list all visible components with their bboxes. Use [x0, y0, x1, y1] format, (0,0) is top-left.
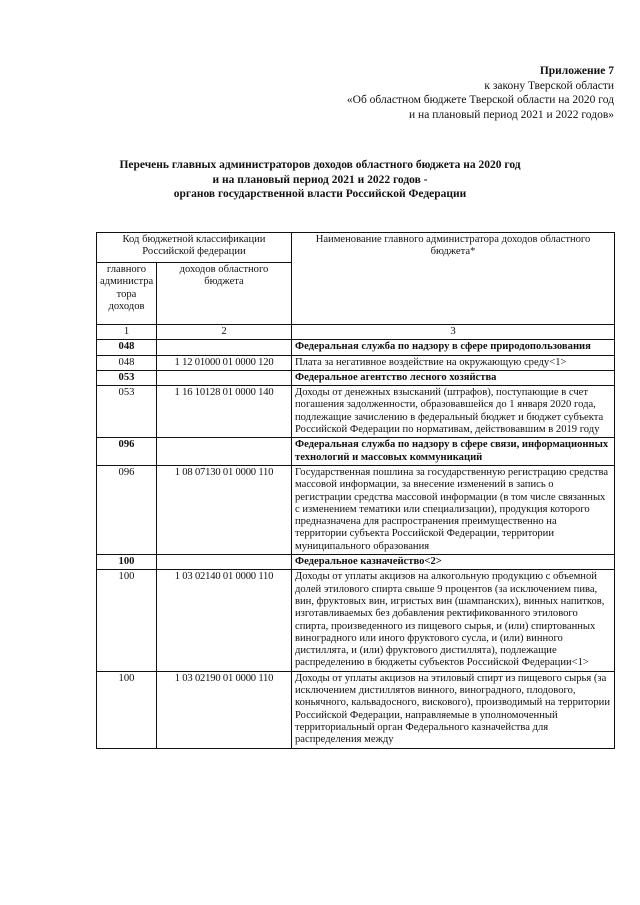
appendix-line: и на плановый период 2021 и 2022 годов»: [409, 108, 614, 121]
admin-code-cell: 100: [97, 555, 157, 570]
heading-line: Перечень главных администраторов доходов областного бюджета на 2020 год: [119, 159, 521, 171]
header-admin-code: главного администра тора доходов: [97, 263, 157, 325]
income-code-cell: [157, 438, 292, 466]
income-code-cell: 1 03 02190 01 0000 110: [157, 671, 292, 748]
table-row: [97, 355, 615, 370]
administrators-table: [96, 232, 615, 749]
admin-code-cell: 053: [97, 386, 157, 438]
table-header-row: [97, 233, 615, 263]
income-code-cell: 1 16 10128 01 0000 140: [157, 386, 292, 438]
income-name-cell: Доходы от уплаты акцизов на этиловый спирт из пищевого сырья (за исключением дистиллятов винного, виноградного, плодового, коньячного, кальвадосного, вискового), производимый на территории Российской Федерации, направляемые в уполномоченный территориальный орган Федерального казначейства для распределения между: [292, 671, 615, 748]
column-number: 2: [157, 325, 292, 340]
income-code-cell: [157, 340, 292, 355]
income-code-cell: [157, 555, 292, 570]
table-row: [97, 465, 615, 554]
table-row: [97, 438, 615, 466]
table-row: [97, 340, 615, 355]
income-code-cell: 1 12 01000 01 0000 120: [157, 355, 292, 370]
heading-line: органов государственной власти Российской Федерации: [173, 188, 467, 200]
admin-code-cell: 048: [97, 340, 157, 355]
income-name-cell: Государственная пошлина за государственную регистрацию средства массовой информации, за внесение изменений в запись о регистрации средства массовой информации (в том числе связанных с изменением тематики или специализации), продукция которого предназначена для распространения преимущественно на территории субъекта Российской Федерации, территории муниципального образования: [292, 465, 615, 554]
column-number: 3: [292, 325, 615, 340]
admin-code-cell: 096: [97, 465, 157, 554]
table-row: [97, 386, 615, 438]
admin-name-cell: Федеральное казначейство<2>: [292, 555, 615, 570]
income-code-cell: 1 03 02140 01 0000 110: [157, 570, 292, 671]
appendix-line: «Об областном бюджете Тверской области на 2020 год: [346, 94, 614, 106]
admin-name-cell: Федеральная служба по надзору в сфере природопользования: [292, 340, 615, 355]
table-row: [97, 570, 615, 671]
document-heading: [60, 158, 580, 202]
header-admin-name: Наименование главного администратора доходов областного бюджета*: [292, 233, 615, 325]
column-number: 1: [97, 325, 157, 340]
table-row: [97, 370, 615, 385]
admin-code-cell: 096: [97, 438, 157, 466]
header-kbk-group: Код бюджетной классификации Российской федерации: [97, 233, 292, 263]
admin-code-cell: 100: [97, 671, 157, 748]
admin-code-cell: 053: [97, 370, 157, 385]
income-code-cell: [157, 370, 292, 385]
income-name-cell: Доходы от уплаты акцизов на алкогольную продукцию с объемной долей этилового спирта свыше 9 процентов (за исключением пива, вин, фруктовых вин, игристых вин (шампанских), винных напитков, изготавливаемых без добавления ректификованного этилового спирта, произведенного из пищевого сырья, и (или) спиртованных виноградного или иного фруктового сусла, и (или) винного дистиллята, и (или) фруктового дистиллята), подлежащие распределению в бюджеты субъектов Российской Федерации<1>: [292, 570, 615, 671]
admin-name-cell: Федеральное агентство лесного хозяйства: [292, 370, 615, 385]
column-numbers-row: [97, 325, 615, 340]
appendix-header: [214, 64, 614, 122]
admin-code-cell: 048: [97, 355, 157, 370]
appendix-title: Приложение 7: [539, 65, 614, 77]
table-row: [97, 555, 615, 570]
appendix-line: к закону Тверской области: [484, 79, 614, 92]
table-row: [97, 671, 615, 748]
header-income-code: доходов областного бюджета: [157, 263, 292, 325]
income-name-cell: Доходы от денежных взысканий (штрафов), поступающие в счет погашения задолженности, образовавшейся до 1 января 2020 года, подлежащие зачислению в федеральный бюджет и бюджет субъекта Российской Федерации по нормативам, действовавшим в 2019 году: [292, 386, 615, 438]
income-code-cell: 1 08 07130 01 0000 110: [157, 465, 292, 554]
admin-name-cell: Федеральная служба по надзору в сфере связи, информационных технологий и массовых коммуникаций: [292, 438, 615, 466]
heading-line: и на плановый период 2021 и 2022 годов -: [212, 173, 428, 186]
income-name-cell: Плата за негативное воздействие на окружающую среду<1>: [292, 355, 615, 370]
admin-code-cell: 100: [97, 570, 157, 671]
